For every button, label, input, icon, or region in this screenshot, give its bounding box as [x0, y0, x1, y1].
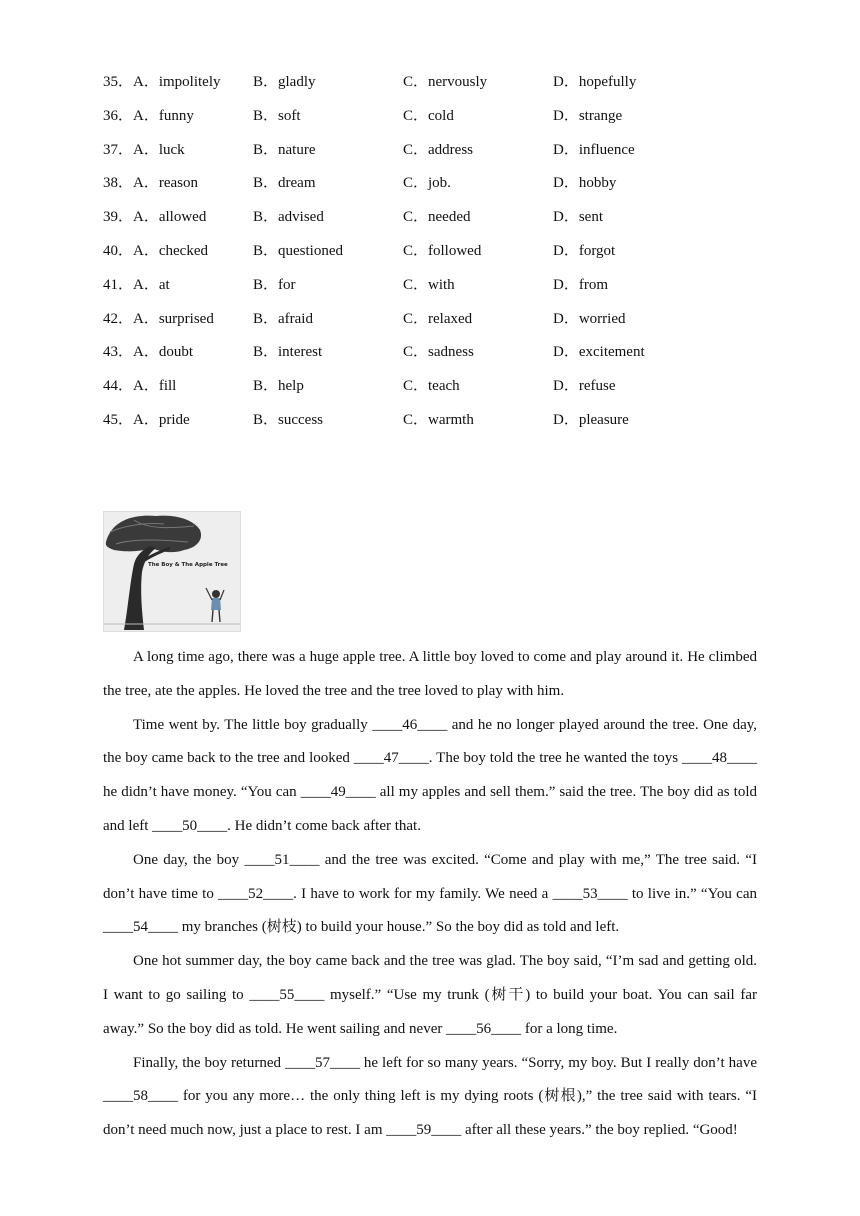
option-c: C．nervously — [403, 74, 488, 90]
passage-paragraph: Finally, the boy returned ____57____ he left for so many years. “Sorry, my boy. But I really don’t have ____58____ for you any more… the only thing left is my dying roots (树根),” the tree said with tears. “I don’t need much now, just a place to rest. I am ____59____ after all these years.” the boy replied. “Good! — [103, 1054, 757, 1139]
question-row — [103, 273, 763, 307]
option-d: D．worried — [553, 310, 626, 327]
question-row — [103, 70, 763, 104]
option-c: C．cold — [403, 107, 454, 124]
options-list — [103, 70, 763, 442]
illustration-caption: The Boy & The Apple Tree — [148, 562, 228, 568]
passage-paragraph: One day, the boy ____51____ and the tree was excited. “Come and play with me,” The tree said. “I don’t have time to ____52____. I have to work for my family. We need a ____53____ to live in.” “You can ____54____ my branches (树枝) to build your house.” So the boy did as told and left. — [103, 851, 757, 936]
question-row — [103, 138, 763, 172]
option-a: 36．A．funny — [103, 107, 194, 124]
option-c: C．relaxed — [403, 310, 473, 327]
option-d: D．forgot — [553, 242, 616, 259]
option-d: D．pleasure — [553, 411, 629, 428]
option-a: 35．A．impolitely — [103, 74, 221, 90]
option-d: D．strange — [553, 107, 623, 124]
option-a: 37．A．luck — [103, 141, 185, 158]
option-b: B．dream — [253, 175, 316, 192]
option-a: 38．A．reason — [103, 175, 198, 192]
question-row — [103, 340, 763, 374]
question-row — [103, 374, 763, 408]
passage-paragraph: One hot summer day, the boy came back and the tree was glad. The boy said, “I’m sad and getting old. I want to go sailing to ____55____ myself.” “Use my trunk (树干) to build your boat. You can sail far away.” So the boy did as told. He went sailing and never ____56____ for a long time. — [103, 953, 757, 1037]
option-d: D．influence — [553, 141, 635, 158]
option-c: C．sadness — [403, 344, 474, 361]
option-b: B．for — [253, 276, 296, 293]
option-b: B．success — [253, 411, 323, 428]
option-a: 40．A．checked — [103, 242, 208, 259]
option-d: D．excitement — [553, 344, 645, 361]
option-c: C．needed — [403, 209, 471, 226]
option-b: B．nature — [253, 141, 316, 158]
option-c: C．address — [403, 141, 473, 158]
option-b: B．afraid — [253, 310, 313, 327]
option-c: C．followed — [403, 242, 482, 259]
question-row — [103, 104, 763, 138]
question-row — [103, 205, 763, 239]
option-c: C．job. — [403, 175, 451, 192]
option-a: 41．A．at — [103, 276, 170, 293]
option-d: D．hopefully — [553, 74, 637, 90]
option-a: 43．A．doubt — [103, 344, 194, 361]
option-a: 39．A．allowed — [103, 209, 207, 226]
option-c: C．warmth — [403, 411, 474, 428]
option-b: B．gladly — [253, 74, 316, 90]
question-row — [103, 307, 763, 341]
option-d: D．refuse — [553, 378, 616, 395]
option-a: 42．A．surprised — [103, 310, 214, 327]
option-d: D．from — [553, 276, 608, 293]
question-row — [103, 171, 763, 205]
option-b: B．questioned — [253, 242, 343, 259]
apple-tree-illustration — [103, 511, 241, 632]
option-a: 44．A．fill — [103, 378, 177, 395]
reading-passage — [103, 641, 757, 1148]
passage-paragraph: A long time ago, there was a huge apple tree. A little boy loved to come and play around it. He climbed the tree, ate the apples. He loved the tree and the tree loved to play with him. — [103, 649, 757, 699]
option-b: B．advised — [253, 209, 324, 226]
passage-paragraph: Time went by. The little boy gradually ____46____ and he no longer played around the tree. One day, the boy came back to the tree and looked ____47____. The boy told the tree he wanted the toys ____48____ he didn’t have money. “You can ____49____ all my apples and sell them.” said the tree. The boy did as told and left ____50____. He didn’t come back after that. — [103, 716, 757, 834]
option-c: C．with — [403, 276, 455, 293]
option-d: D．sent — [553, 209, 603, 226]
option-b: B．soft — [253, 107, 301, 124]
tree-drawing — [104, 512, 241, 632]
option-b: B．interest — [253, 344, 323, 361]
question-row — [103, 408, 763, 442]
option-b: B．help — [253, 378, 304, 395]
option-d: D．hobby — [553, 175, 617, 192]
option-a: 45．A．pride — [103, 411, 190, 428]
option-c: C．teach — [403, 378, 460, 395]
question-row — [103, 239, 763, 273]
